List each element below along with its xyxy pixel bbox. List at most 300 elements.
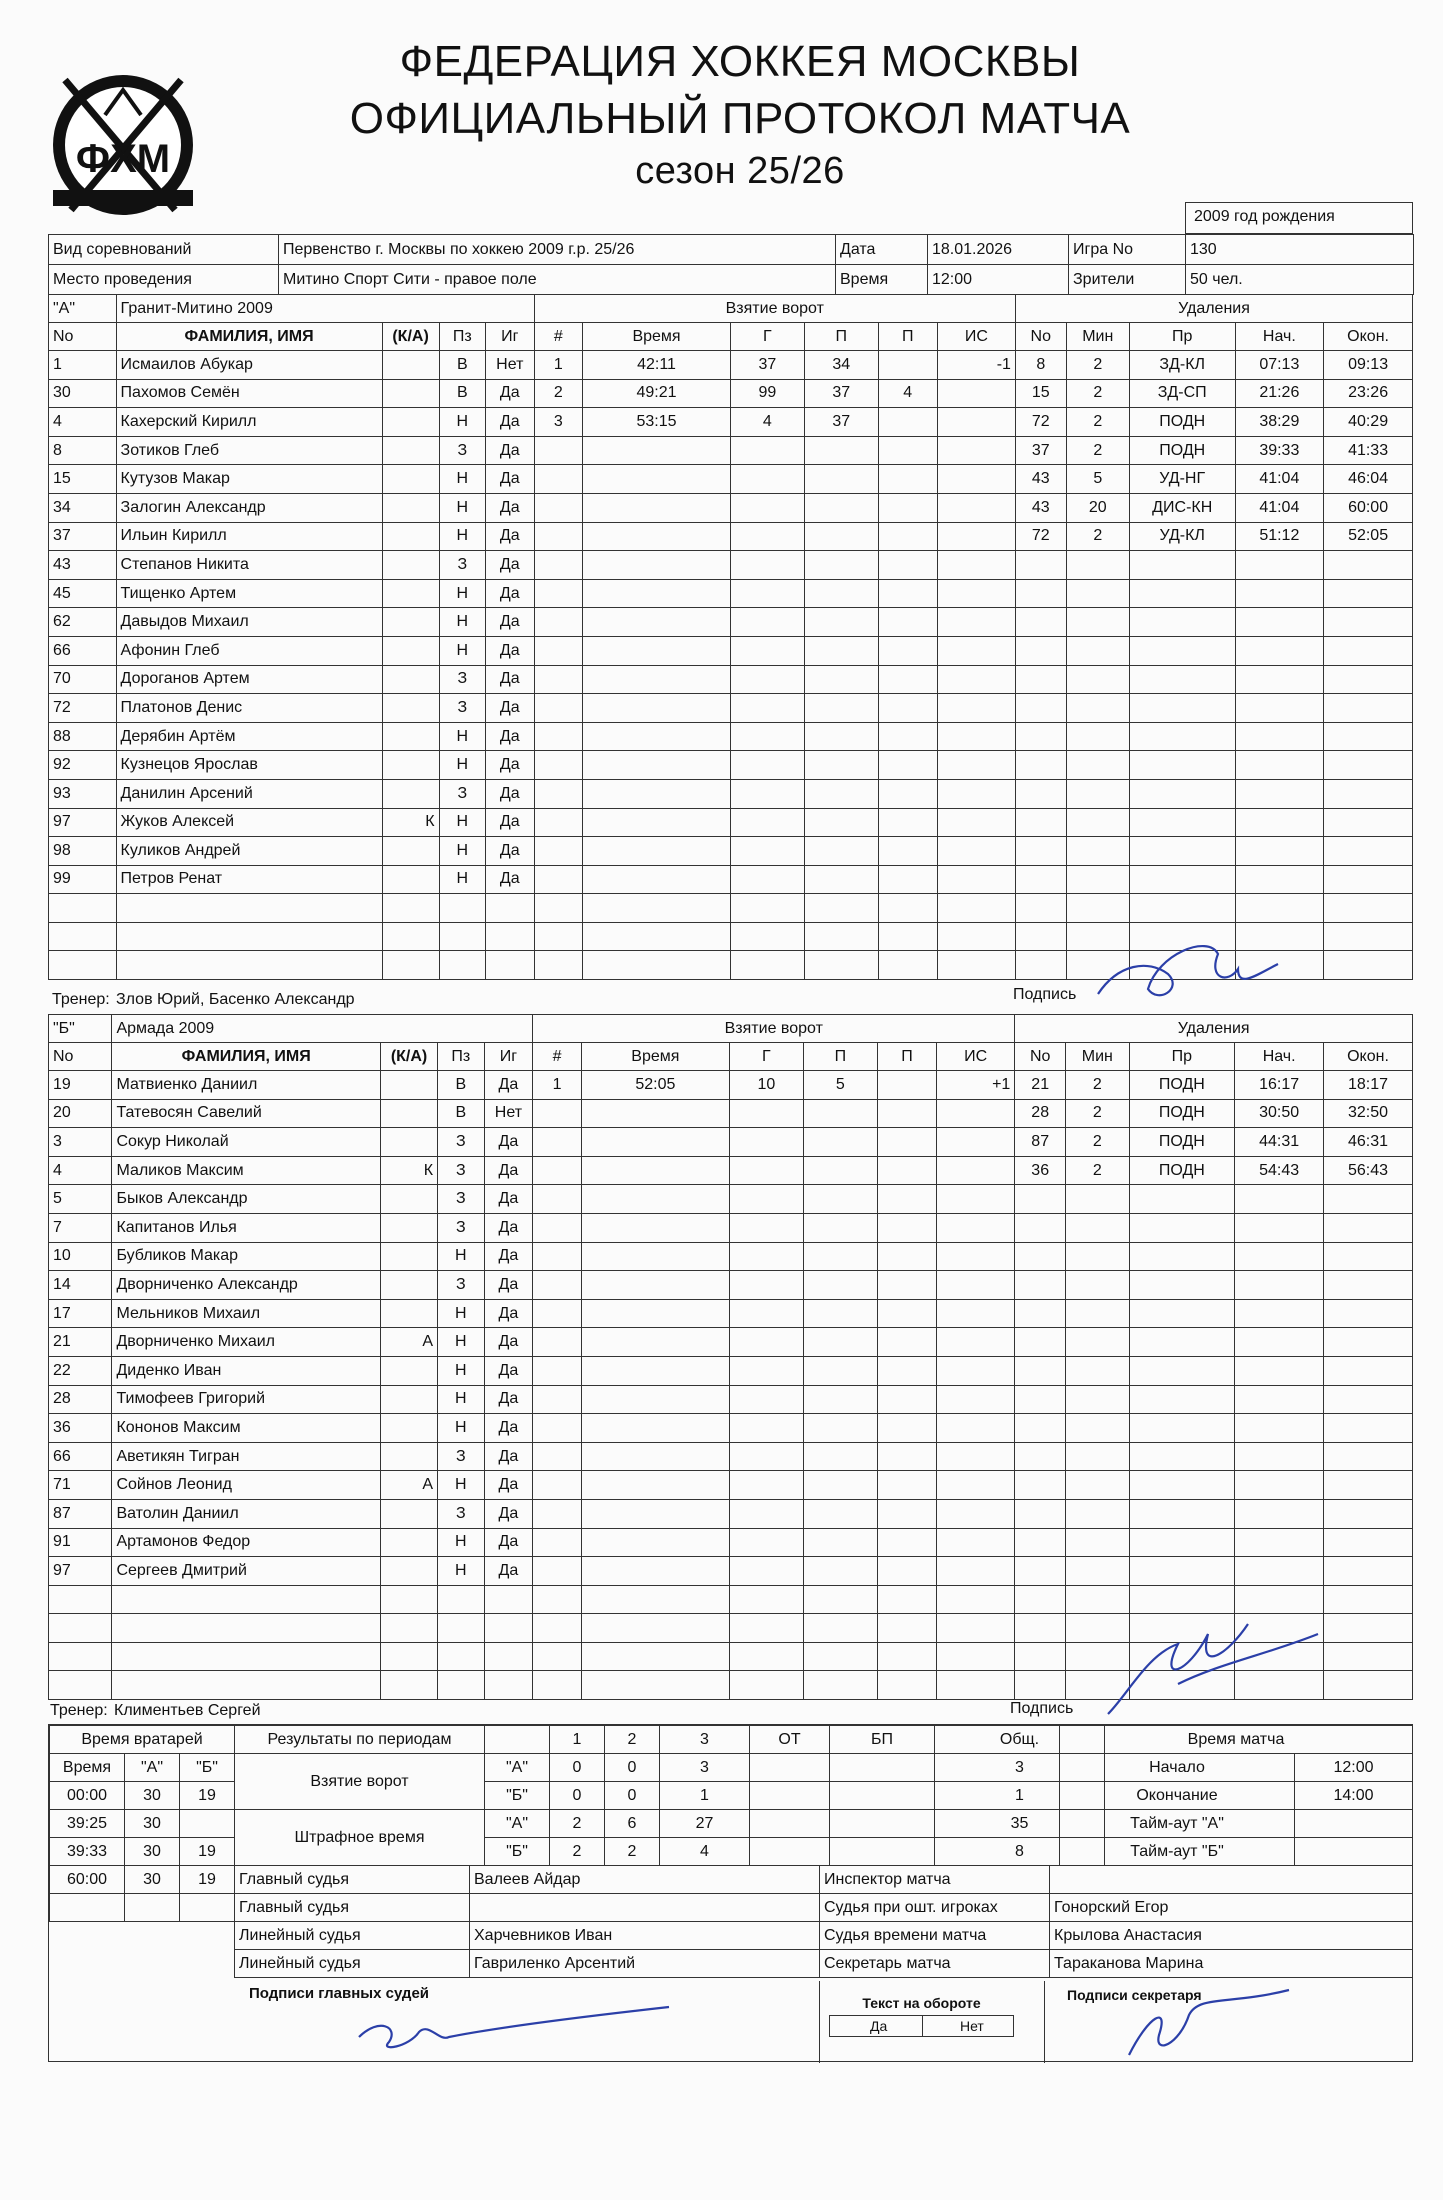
penalty-start bbox=[1235, 894, 1324, 923]
goal-strength bbox=[937, 1442, 1015, 1471]
penalty-end bbox=[1324, 922, 1413, 951]
player-position: Н bbox=[438, 1471, 485, 1500]
penalty-reason bbox=[1129, 722, 1235, 751]
penalty-start bbox=[1235, 1185, 1324, 1214]
team-a-section bbox=[48, 294, 1413, 1008]
goal-assist2 bbox=[877, 1242, 936, 1271]
player-role bbox=[380, 1271, 437, 1300]
player-played bbox=[484, 1614, 533, 1643]
player-role bbox=[380, 1642, 437, 1671]
goal-scorer bbox=[729, 1642, 803, 1671]
penalty-end: 56:43 bbox=[1324, 1156, 1413, 1185]
goal-assist2 bbox=[877, 1499, 936, 1528]
goal-time bbox=[581, 1242, 729, 1271]
penalty-player bbox=[1015, 1499, 1066, 1528]
player-number: 20 bbox=[49, 1099, 112, 1128]
penalty-player: 87 bbox=[1015, 1128, 1066, 1157]
team-b-table bbox=[48, 1014, 1413, 1700]
penalty-end bbox=[1324, 665, 1413, 694]
col-ka: (К/А) bbox=[382, 323, 439, 351]
period-col: БП bbox=[830, 1726, 935, 1754]
goalie-col-a: "А" bbox=[125, 1754, 180, 1782]
player-role bbox=[382, 636, 439, 665]
player-position: В bbox=[438, 1099, 485, 1128]
penalty-end bbox=[1324, 808, 1413, 837]
penalty-end bbox=[1324, 722, 1413, 751]
official-role: Секретарь матча bbox=[820, 1950, 1050, 1978]
goal-assist2 bbox=[878, 636, 937, 665]
goal-assist2 bbox=[877, 1414, 936, 1443]
penalty-minutes bbox=[1066, 608, 1129, 637]
player-name: Данилин Арсений bbox=[116, 779, 382, 808]
team-b-signature bbox=[1088, 1614, 1338, 1724]
player-name bbox=[112, 1671, 381, 1700]
player-name: Куликов Андрей bbox=[116, 837, 382, 866]
player-name: Ватолин Даниил bbox=[112, 1499, 381, 1528]
goalie-title: Время вратарей bbox=[50, 1726, 235, 1754]
goal-assist2 bbox=[878, 665, 937, 694]
player-name: Залогин Александр bbox=[116, 493, 382, 522]
penalty-minutes bbox=[1066, 1185, 1129, 1214]
goal-number bbox=[533, 1642, 582, 1671]
player-played: Да bbox=[486, 436, 535, 465]
player-position: Н bbox=[439, 751, 485, 780]
goal-scorer: 10 bbox=[729, 1071, 803, 1100]
penalty-end bbox=[1324, 865, 1413, 894]
official-role: Главный судья bbox=[235, 1894, 470, 1922]
penalty-minutes: 2 bbox=[1066, 351, 1129, 380]
goal-scorer bbox=[730, 865, 804, 894]
goal-strength bbox=[937, 722, 1015, 751]
player-role bbox=[380, 1099, 437, 1128]
penalty-reason: ДИС-КН bbox=[1129, 493, 1235, 522]
summary-block bbox=[48, 1724, 1413, 2062]
penalty-reason: УД-КЛ bbox=[1129, 522, 1235, 551]
goal-assist1 bbox=[804, 722, 878, 751]
goal-scorer bbox=[729, 1471, 803, 1500]
penalty-minutes bbox=[1066, 865, 1129, 894]
penalty-end: 46:04 bbox=[1324, 465, 1413, 494]
goal-scorer bbox=[730, 951, 804, 980]
table-row bbox=[49, 779, 1413, 808]
penalty-start bbox=[1235, 1442, 1324, 1471]
table-row bbox=[49, 665, 1413, 694]
player-role bbox=[380, 1071, 437, 1100]
reverse-yes: Да bbox=[870, 2018, 888, 2034]
period-value bbox=[750, 1782, 830, 1810]
player-position: Н bbox=[439, 865, 485, 894]
player-name: Давыдов Михаил bbox=[116, 608, 382, 637]
period-team-head bbox=[485, 1726, 550, 1754]
goal-assist2 bbox=[878, 922, 937, 951]
player-played: Да bbox=[484, 1128, 533, 1157]
goal-number bbox=[533, 1099, 582, 1128]
player-number bbox=[49, 1585, 112, 1614]
penalty-start: 16:17 bbox=[1235, 1071, 1324, 1100]
player-played bbox=[486, 922, 535, 951]
player-role bbox=[382, 493, 439, 522]
penalty-end: 18:17 bbox=[1324, 1071, 1413, 1100]
player-role bbox=[382, 779, 439, 808]
goal-col-scorer: Г bbox=[729, 1043, 803, 1071]
goal-scorer bbox=[729, 1185, 803, 1214]
penalty-end bbox=[1324, 1271, 1413, 1300]
penalty-end bbox=[1324, 1185, 1413, 1214]
goal-number bbox=[533, 1242, 582, 1271]
team-name: Гранит-Митино 2009 bbox=[116, 295, 534, 323]
goalie-col-b: "Б" bbox=[180, 1754, 235, 1782]
player-name: Сергеев Дмитрий bbox=[112, 1557, 381, 1586]
goal-time bbox=[583, 951, 731, 980]
birth-year: 2009 год рождения bbox=[1185, 202, 1413, 234]
goal-assist2 bbox=[877, 1271, 936, 1300]
player-number: 62 bbox=[49, 608, 117, 637]
penalty-minutes bbox=[1066, 837, 1129, 866]
col-pos: Пз bbox=[438, 1043, 485, 1071]
goalie-empty bbox=[50, 1894, 125, 1922]
goal-time bbox=[581, 1128, 729, 1157]
goal-assist2 bbox=[878, 436, 937, 465]
period-col: 2 bbox=[605, 1726, 660, 1754]
goal-assist1 bbox=[804, 579, 878, 608]
match-info-table bbox=[48, 234, 1414, 295]
goal-time bbox=[581, 1585, 729, 1614]
penalty-start bbox=[1235, 636, 1324, 665]
goal-scorer bbox=[729, 1156, 803, 1185]
penalty-player: 15 bbox=[1015, 379, 1066, 408]
player-role: А bbox=[380, 1471, 437, 1500]
goal-assist1 bbox=[803, 1356, 877, 1385]
table-row bbox=[49, 1471, 1413, 1500]
team-a-signature bbox=[1088, 934, 1288, 1014]
goal-time bbox=[583, 694, 731, 723]
penalty-start: 38:29 bbox=[1235, 408, 1324, 437]
player-played bbox=[484, 1642, 533, 1671]
goal-number bbox=[533, 1156, 582, 1185]
goal-strength bbox=[937, 1213, 1015, 1242]
goal-assist1 bbox=[804, 465, 878, 494]
match-time-label: Окончание bbox=[1060, 1782, 1295, 1810]
period-value: 35 bbox=[935, 1810, 1105, 1838]
goal-assist1 bbox=[804, 779, 878, 808]
goal-scorer bbox=[729, 1299, 803, 1328]
player-number: 8 bbox=[49, 436, 117, 465]
player-position bbox=[438, 1642, 485, 1671]
goal-assist1 bbox=[804, 894, 878, 923]
goal-strength bbox=[937, 493, 1015, 522]
official-name: Валеев Айдар bbox=[470, 1866, 820, 1894]
team-a-signature-label: Подпись bbox=[1013, 986, 1077, 1003]
official-name: Харчевников Иван bbox=[470, 1922, 820, 1950]
player-position: Н bbox=[438, 1385, 485, 1414]
goalie-change-time: 39:25 bbox=[50, 1810, 125, 1838]
goal-scorer: 37 bbox=[730, 351, 804, 380]
player-number: 70 bbox=[49, 665, 117, 694]
penalty-minutes bbox=[1066, 1271, 1129, 1300]
player-name bbox=[116, 951, 382, 980]
player-number bbox=[49, 922, 117, 951]
player-number: 1 bbox=[49, 351, 117, 380]
player-position: Н bbox=[439, 837, 485, 866]
player-number: 17 bbox=[49, 1299, 112, 1328]
player-name: Дерябин Артём bbox=[116, 722, 382, 751]
goal-scorer bbox=[729, 1528, 803, 1557]
player-played: Да bbox=[484, 1071, 533, 1100]
penalty-minutes bbox=[1066, 1557, 1129, 1586]
penalty-end bbox=[1324, 951, 1413, 980]
goal-strength bbox=[937, 922, 1015, 951]
player-played: Да bbox=[486, 379, 535, 408]
goal-number: 1 bbox=[534, 351, 583, 380]
penalty-player bbox=[1015, 1328, 1066, 1357]
goal-assist1 bbox=[803, 1642, 877, 1671]
goal-strength bbox=[937, 379, 1015, 408]
date-label: Дата bbox=[836, 235, 928, 265]
penalty-end: 40:29 bbox=[1324, 408, 1413, 437]
match-time-value: 14:00 bbox=[1295, 1782, 1413, 1810]
goal-scorer bbox=[730, 779, 804, 808]
goal-assist1 bbox=[804, 522, 878, 551]
player-played bbox=[486, 894, 535, 923]
player-role bbox=[382, 436, 439, 465]
table-row bbox=[49, 379, 1413, 408]
goal-assist2 bbox=[877, 1642, 936, 1671]
player-role bbox=[382, 865, 439, 894]
penalty-reason bbox=[1129, 1557, 1235, 1586]
player-name: Капитанов Илья bbox=[112, 1213, 381, 1242]
goal-number bbox=[533, 1585, 582, 1614]
goal-strength bbox=[937, 951, 1015, 980]
penalty-player bbox=[1015, 837, 1066, 866]
penalty-reason bbox=[1129, 1471, 1235, 1500]
goal-scorer bbox=[729, 1442, 803, 1471]
goal-time bbox=[581, 1671, 729, 1700]
player-role bbox=[382, 837, 439, 866]
goal-assist1 bbox=[804, 436, 878, 465]
player-position: З bbox=[438, 1185, 485, 1214]
table-row bbox=[49, 1356, 1413, 1385]
period-value bbox=[830, 1754, 935, 1782]
goal-number bbox=[534, 922, 583, 951]
penalty-player bbox=[1015, 722, 1066, 751]
goalie-a: 30 bbox=[125, 1838, 180, 1866]
player-played: Да bbox=[484, 1271, 533, 1300]
player-played: Да bbox=[486, 408, 535, 437]
penalty-start: 54:43 bbox=[1235, 1156, 1324, 1185]
penalty-player: 37 bbox=[1015, 436, 1066, 465]
penalty-start bbox=[1235, 1528, 1324, 1557]
goal-assist1 bbox=[804, 865, 878, 894]
goal-col-time: Время bbox=[583, 323, 731, 351]
penalty-player: 72 bbox=[1015, 408, 1066, 437]
penalty-start bbox=[1235, 579, 1324, 608]
penalty-reason bbox=[1129, 1414, 1235, 1443]
penalty-minutes bbox=[1066, 1585, 1129, 1614]
penalty-end bbox=[1324, 1442, 1413, 1471]
player-role bbox=[382, 694, 439, 723]
goal-number bbox=[534, 665, 583, 694]
player-position bbox=[438, 1671, 485, 1700]
penalty-minutes bbox=[1066, 665, 1129, 694]
penalty-end bbox=[1324, 1414, 1413, 1443]
goal-time bbox=[583, 865, 731, 894]
goal-number bbox=[534, 808, 583, 837]
goal-assist2 bbox=[877, 1328, 936, 1357]
period-value: 2 bbox=[550, 1810, 605, 1838]
goal-time bbox=[583, 551, 731, 580]
player-name: Сокур Николай bbox=[112, 1128, 381, 1157]
table-row bbox=[49, 1185, 1413, 1214]
goal-scorer bbox=[729, 1328, 803, 1357]
goal-scorer bbox=[730, 522, 804, 551]
player-name bbox=[112, 1585, 381, 1614]
player-position: З bbox=[438, 1128, 485, 1157]
player-role bbox=[382, 894, 439, 923]
goalie-a: 30 bbox=[125, 1782, 180, 1810]
player-number: 66 bbox=[49, 1442, 112, 1471]
goal-time: 42:11 bbox=[583, 351, 731, 380]
goal-strength bbox=[937, 894, 1015, 923]
penalty-start bbox=[1235, 1213, 1324, 1242]
table-row bbox=[49, 1385, 1413, 1414]
penalty-reason bbox=[1129, 579, 1235, 608]
goal-scorer bbox=[729, 1128, 803, 1157]
officials-table bbox=[234, 1865, 1413, 1978]
player-position: Н bbox=[438, 1356, 485, 1385]
player-name bbox=[112, 1642, 381, 1671]
penalty-player bbox=[1015, 1271, 1066, 1300]
goal-time bbox=[583, 722, 731, 751]
goal-assist1 bbox=[803, 1499, 877, 1528]
goal-col-strength: ИС bbox=[937, 1043, 1015, 1071]
goal-assist1 bbox=[804, 608, 878, 637]
goal-scorer: 4 bbox=[730, 408, 804, 437]
goal-time bbox=[581, 1614, 729, 1643]
official-role: Линейный судья bbox=[235, 1922, 470, 1950]
penalty-reason bbox=[1129, 1213, 1235, 1242]
table-row bbox=[49, 808, 1413, 837]
player-played: Да bbox=[484, 1471, 533, 1500]
table-row bbox=[49, 894, 1413, 923]
player-played bbox=[484, 1585, 533, 1614]
goal-number bbox=[534, 465, 583, 494]
goal-time bbox=[581, 1557, 729, 1586]
goal-scorer bbox=[729, 1099, 803, 1128]
col-no: No bbox=[49, 323, 117, 351]
penalty-minutes: 2 bbox=[1066, 1156, 1129, 1185]
goal-time bbox=[581, 1271, 729, 1300]
player-position: Н bbox=[438, 1557, 485, 1586]
penalty-start bbox=[1235, 722, 1324, 751]
goals-by-period-label: Взятие ворот bbox=[235, 1754, 485, 1810]
penalty-minutes bbox=[1066, 1213, 1129, 1242]
player-played: Да bbox=[484, 1328, 533, 1357]
player-name bbox=[112, 1614, 381, 1643]
goal-strength bbox=[937, 1156, 1015, 1185]
penalty-player bbox=[1015, 579, 1066, 608]
goal-time bbox=[583, 522, 731, 551]
player-number bbox=[49, 951, 117, 980]
player-played: Да bbox=[484, 1213, 533, 1242]
secretary-signature bbox=[1109, 1985, 1309, 2065]
player-played: Да bbox=[486, 608, 535, 637]
penalty-reason bbox=[1129, 1242, 1235, 1271]
player-role bbox=[380, 1499, 437, 1528]
player-number: 88 bbox=[49, 722, 117, 751]
goal-scorer bbox=[730, 436, 804, 465]
goal-assist1 bbox=[804, 636, 878, 665]
col-pos: Пз bbox=[439, 323, 485, 351]
penalty-minutes: 2 bbox=[1066, 1099, 1129, 1128]
penalty-start: 41:04 bbox=[1235, 465, 1324, 494]
goal-assist1 bbox=[803, 1099, 877, 1128]
penalty-end bbox=[1324, 894, 1413, 923]
table-row bbox=[49, 1557, 1413, 1586]
penalty-start bbox=[1235, 1471, 1324, 1500]
period-value bbox=[750, 1754, 830, 1782]
penalty-end bbox=[1324, 1242, 1413, 1271]
match-time-label: Тайм-аут "А" bbox=[1060, 1810, 1295, 1838]
player-name: Бубликов Макар bbox=[112, 1242, 381, 1271]
table-row bbox=[49, 1099, 1413, 1128]
player-position: З bbox=[438, 1213, 485, 1242]
period-value: 1 bbox=[660, 1782, 750, 1810]
goal-assist2 bbox=[877, 1213, 936, 1242]
penalty-minutes: 5 bbox=[1066, 465, 1129, 494]
goal-time bbox=[581, 1213, 729, 1242]
player-position: З bbox=[439, 551, 485, 580]
table-row bbox=[49, 351, 1413, 380]
player-role bbox=[382, 465, 439, 494]
goal-strength bbox=[937, 1356, 1015, 1385]
player-number: 66 bbox=[49, 636, 117, 665]
goal-number bbox=[534, 779, 583, 808]
penalty-minutes bbox=[1066, 1414, 1129, 1443]
penalty-reason bbox=[1129, 1356, 1235, 1385]
penalty-end bbox=[1324, 751, 1413, 780]
player-position: Н bbox=[439, 579, 485, 608]
goal-strength bbox=[937, 1471, 1015, 1500]
pen-col-end: Окон. bbox=[1324, 323, 1413, 351]
goals-title: Взятие ворот bbox=[534, 295, 1015, 323]
penalty-reason: ПОДН bbox=[1129, 436, 1235, 465]
table-row bbox=[49, 1156, 1413, 1185]
goal-number bbox=[534, 436, 583, 465]
official-role: Судья при ошт. игроках bbox=[820, 1894, 1050, 1922]
penalty-start bbox=[1235, 1385, 1324, 1414]
penalty-end: 23:26 bbox=[1324, 379, 1413, 408]
goal-assist2 bbox=[877, 1471, 936, 1500]
goal-time bbox=[583, 465, 731, 494]
goal-assist2 bbox=[878, 522, 937, 551]
player-name: Степанов Никита bbox=[116, 551, 382, 580]
goal-assist1 bbox=[803, 1156, 877, 1185]
penalty-start bbox=[1235, 779, 1324, 808]
penalty-player bbox=[1015, 1414, 1066, 1443]
player-role bbox=[380, 1585, 437, 1614]
goal-strength bbox=[937, 1242, 1015, 1271]
goal-number bbox=[534, 579, 583, 608]
penalty-start bbox=[1235, 808, 1324, 837]
penalty-start: 51:12 bbox=[1235, 522, 1324, 551]
goal-time bbox=[581, 1471, 729, 1500]
penalty-reason bbox=[1129, 636, 1235, 665]
player-name: Быков Александр bbox=[112, 1185, 381, 1214]
goal-strength bbox=[937, 865, 1015, 894]
penalty-player bbox=[1015, 1642, 1066, 1671]
goal-strength bbox=[937, 1299, 1015, 1328]
penalty-start: 44:31 bbox=[1235, 1128, 1324, 1157]
